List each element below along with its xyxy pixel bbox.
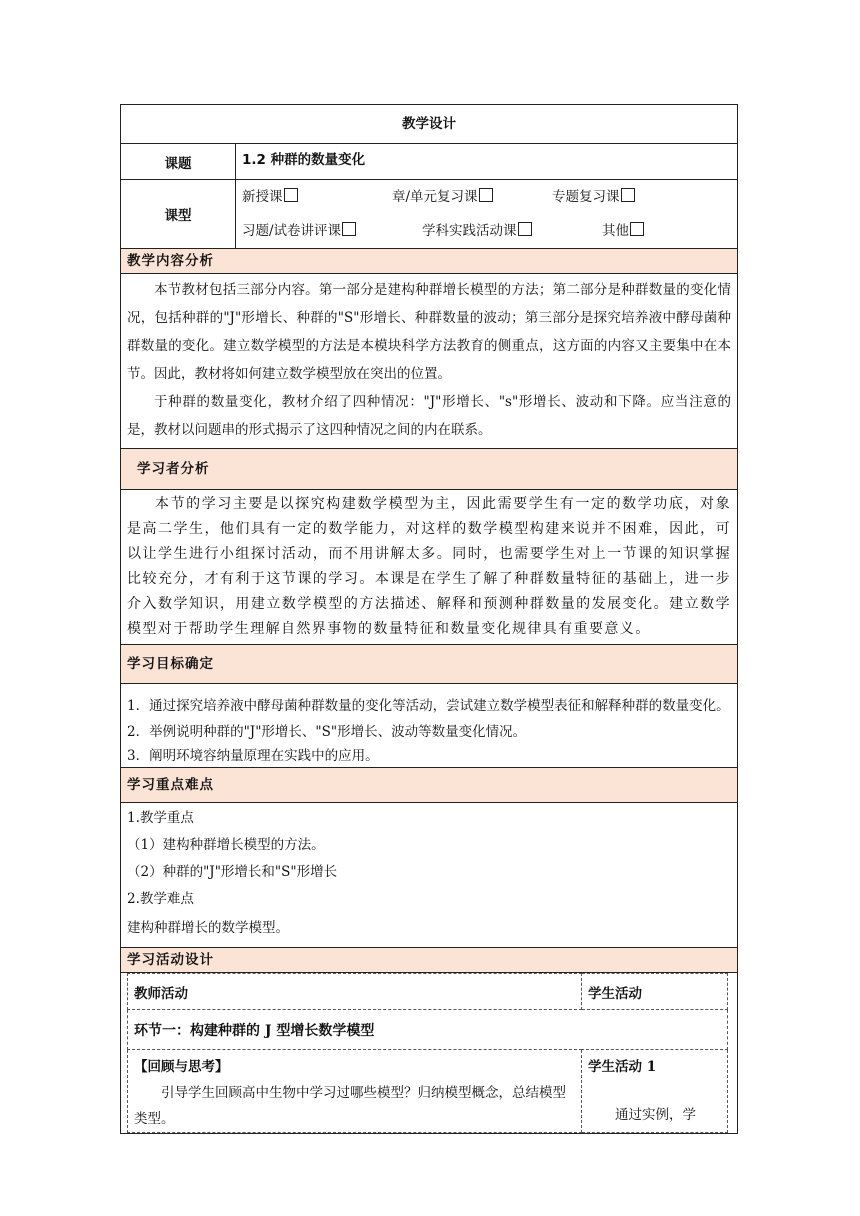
page-title: 教学设计 [121, 105, 738, 144]
lesson-type-row [121, 180, 738, 249]
key-point-line: 2.教学难点 [127, 891, 194, 907]
review-row [128, 1050, 728, 1133]
key-point-line: （1）建构种群增长模型的方法。 [127, 837, 325, 853]
checkbox[interactable] [630, 222, 644, 236]
key-point-line: （2）种群的"J"形增长和"S"形增长 [127, 864, 338, 880]
activities-row [121, 973, 738, 1134]
content-analysis-p2: 于种群的数量变化，教材介绍了四种情况："J"形增长、"s"形增长、波动和下降。应当注意的是，教材以问题串的形式揭示了这四种情况之间的内在联系。 [127, 394, 731, 438]
lesson-type-label: 课型 [121, 180, 236, 249]
learner-analysis-heading: 学习者分析 [121, 449, 738, 490]
checkbox[interactable] [518, 222, 532, 236]
lesson-type-row1 [242, 180, 731, 214]
activities-heading-row [121, 948, 738, 973]
activities-table [127, 973, 728, 1133]
activities-body [121, 973, 738, 1134]
checkbox[interactable] [479, 188, 493, 202]
checkbox[interactable] [284, 188, 298, 202]
activities-header-row [128, 974, 728, 1010]
objective-item: 2．举例说明种群的"J"形增长、"S"形增长、波动等数量变化情况。 [127, 724, 527, 740]
key-point-line: 1.教学重点 [127, 810, 194, 826]
title-row [121, 105, 738, 144]
key-point-line: 建构种群增长的数学模型。 [127, 920, 289, 936]
checkbox[interactable] [342, 222, 356, 236]
content-analysis-row [121, 274, 738, 449]
key-points-row [121, 803, 738, 948]
objectives-row [121, 684, 738, 768]
topic-label: 课题 [121, 144, 236, 180]
lesson-type-options [236, 180, 738, 249]
option-chapter-review[interactable]: 章/单元复习课 [392, 180, 552, 214]
option-practice-activity[interactable]: 学科实践活动课 [422, 214, 602, 248]
content-analysis-body [121, 274, 738, 449]
student-activity-title: 学生活动 1 [588, 1059, 657, 1075]
teacher-activity-header: 教师活动 [128, 974, 582, 1010]
objectives-body [121, 684, 738, 768]
key-points-body [121, 803, 738, 948]
student-activity-text: 通过实例，学 [615, 1107, 696, 1123]
review-cell [128, 1050, 582, 1133]
objective-item: 1．通过探究培养液中酵母菌种群数量的变化等活动，尝试建立数学模型表征和解释种群的数量变化。 [127, 698, 730, 714]
stage1-title: 环节一：构建种群的 J 型增长数学模型 [128, 1010, 728, 1050]
review-text: 引导学生回顾高中生物中学习过哪些模型？归纳模型概念，总结模型类型。 [134, 1085, 566, 1127]
content-analysis-heading-row [121, 249, 738, 274]
option-exercise-review[interactable]: 习题/试卷讲评课 [242, 214, 422, 248]
objective-item: 3．阐明环境容纳量原理在实践中的应用。 [127, 748, 379, 764]
lesson-plan-page [120, 104, 737, 1134]
option-topic-review[interactable]: 专题复习课 [552, 180, 635, 214]
content-analysis-heading: 教学内容分析 [121, 249, 738, 274]
objectives-heading: 学习目标确定 [121, 645, 738, 684]
learner-analysis-row [121, 490, 738, 645]
option-new-lesson[interactable]: 新授课 [242, 180, 392, 214]
topic-row [121, 144, 738, 180]
learner-analysis-p1: 本节的学习主要是以探究构建数学模型为主，因此需要学生有一定的数学功底，对象是高二学生，他们具有一定的数学能力，对这样的数学模型构建来说并不困难，因此，可以让学生进行小组探讨活动，而不用讲解太多。同时，也需要学生对上一节课的知识掌握比较充分，才有利于这节课的学习。本课是在学生了解了种群数量特征的基础上，进一步介入数学知识，用建立数学模型的方法描述、解释和预测种群数量的发展变化。建立数学模型对于帮助学生理解自然界事物的数量特征和数量变化规律具有重要意义。 [127, 496, 731, 637]
lesson-type-row2 [242, 214, 731, 248]
activities-heading: 学习活动设计 [121, 948, 738, 973]
learner-analysis-body [121, 490, 738, 645]
option-other[interactable]: 其他 [602, 214, 644, 248]
key-points-heading: 学习重点难点 [121, 768, 738, 803]
learner-analysis-heading-row [121, 449, 738, 490]
topic-value: 1.2 种群的数量变化 [236, 144, 738, 180]
objectives-heading-row [121, 645, 738, 684]
lesson-plan-table [120, 104, 738, 1134]
review-title: 【回顾与思考】 [134, 1059, 229, 1075]
checkbox[interactable] [621, 188, 635, 202]
content-analysis-p1: 本节教材包括三部分内容。第一部分是建构种群增长模型的方法；第二部分是种群数量的变化情况，包括种群的"J"形增长、种群的"S"形增长、种群数量的波动；第三部分是探究培养液中酵母菌种群数量的变化。建立数学模型的方法是本模块科学方法教育的侧重点，这方面的内容又主要集中在本节。因此，教材将如何建立数学模型放在突出的位置。 [127, 282, 731, 382]
student-activity-cell [582, 1050, 728, 1133]
key-points-heading-row [121, 768, 738, 803]
student-activity-header: 学生活动 [582, 974, 728, 1010]
stage1-row [128, 1010, 728, 1050]
